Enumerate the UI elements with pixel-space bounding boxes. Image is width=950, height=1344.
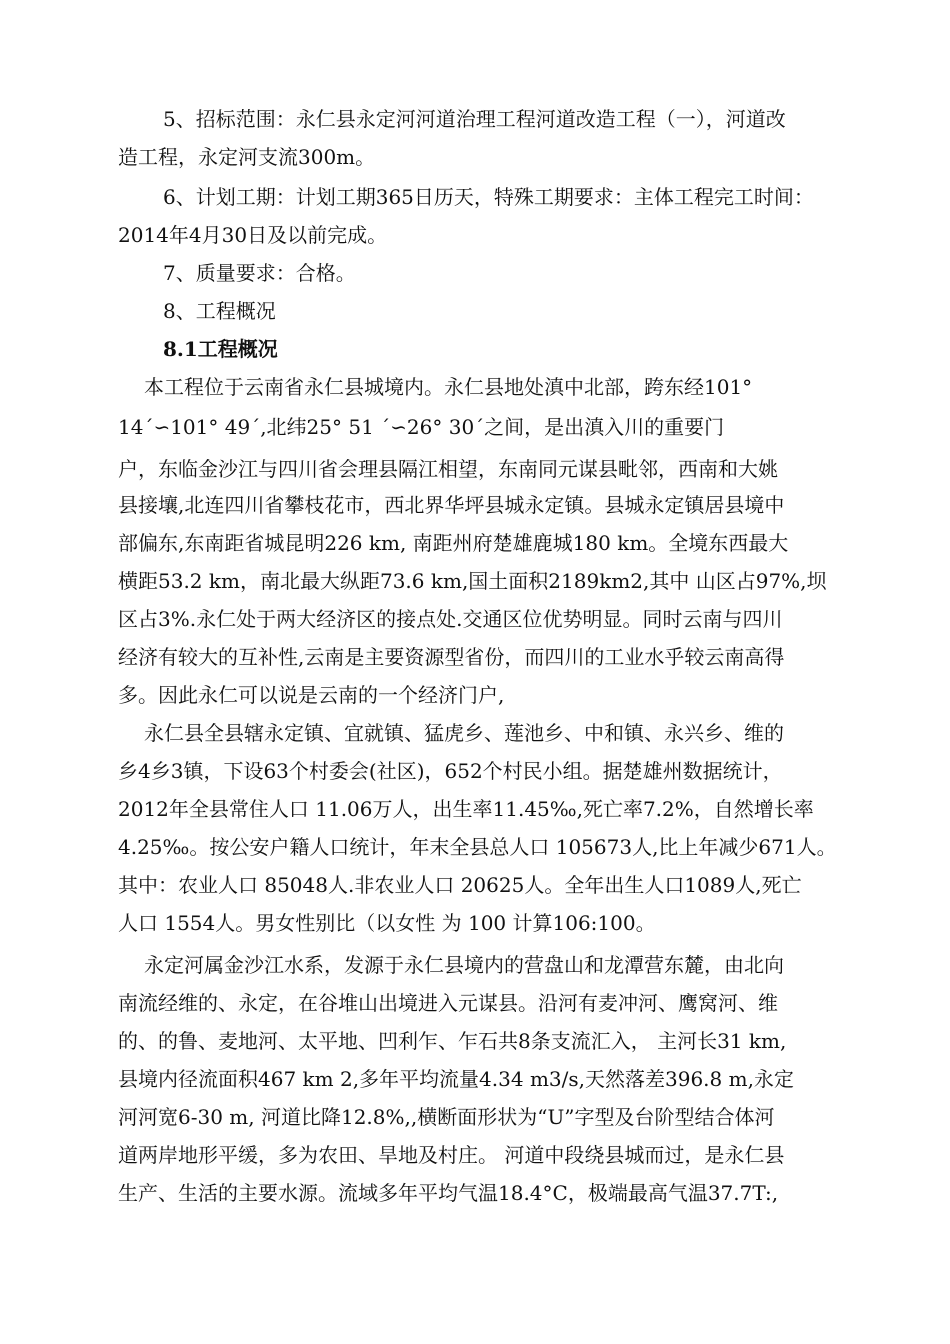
text-line: 人口 1554人。男女性别比（以女性 为 100 计算106:100。	[118, 911, 656, 935]
text-line: 造工程，永定河支流300m。	[118, 145, 376, 169]
text-line: 14´∽101° 49´,北纬25° 51 ´∽26° 30´之间，是出滇入川的重要门	[118, 415, 725, 439]
text-line: 户，东临金沙江与四川省会理县隔江相望，东南同元谋县毗邻，西南和大姚	[118, 457, 778, 481]
text-line: 永定河属金沙江水系，发源于永仁县境内的营盘山和龙潭营东麓，由北向	[144, 953, 784, 977]
text-line: 6、计划工期：计划工期365日历天，特殊工期要求：主体工程完工时间：	[163, 185, 814, 209]
text-line: 区占3%.永仁处于两大经济区的接点处.交通区位优势明显。同时云南与四川	[118, 607, 783, 631]
text-line: 生产、生活的主要水源。流域多年平均气温18.4°C，极端最高气温37.7T:,	[118, 1181, 779, 1205]
text-line: 多。因此永仁可以说是云南的一个经济门户,	[118, 683, 505, 707]
text-line: 部偏东,东南距省城昆明226 km, 南距州府楚雄鹿城180 km。全境东西最大	[118, 531, 789, 555]
text-line: 2014年4月30日及以前完成。	[118, 223, 388, 247]
text-line: 经济有较大的互补性,云南是主要资源型省份，而四川的工业水乎较云南高得	[118, 645, 785, 669]
subsection-heading: 8.1工程概况	[163, 337, 278, 361]
text-line: 4.25‰。按公安户籍人口统计，年末全县总人口 105673人,比上年减少671人。	[118, 835, 837, 859]
text-line: 的、的鲁、麦地河、太平地、凹利乍、乍石共8条支流汇入， 主河长31 km,	[118, 1029, 787, 1053]
text-line: 南流经维的、永定，在谷堆山出境进入元谋县。沿河有麦冲河、鹰窝河、维	[118, 991, 778, 1015]
text-line: 永仁县全县辖永定镇、宜就镇、猛虎乡、莲池乡、中和镇、永兴乡、维的	[144, 721, 784, 745]
text-line: 2012年全县常住人口 11.06万人，出生率11.45‰,死亡率7.2%，自然增长率	[118, 797, 814, 821]
text-line: 5、招标范围：永仁县永定河河道治理工程河道改造工程（一），河道改	[163, 107, 786, 131]
text-line: 本工程位于云南省永仁县城境内。永仁县地处滇中北部，跨东经101°	[144, 375, 753, 399]
text-line: 其中：农业人口 85048人.非农业人口 20625人。全年出生人口1089人,死亡	[118, 873, 802, 897]
section-heading: 8、工程概况	[163, 299, 276, 323]
text-line: 县接壤,北连四川省攀枝花市，西北界华坪县城永定镇。县城永定镇居县境中	[118, 493, 785, 517]
text-line: 道两岸地形平缓，多为农田、旱地及村庄。 河道中段绕县城而过，是永仁县	[118, 1143, 785, 1167]
text-line: 横距53.2 km，南北最大纵距73.6 km,国土面积2189km2,其中 山区占97%,坝	[118, 569, 827, 593]
text-line: 乡4乡3镇，下设63个村委会(社区)，652个村民小组。据楚雄州数据统计，	[118, 759, 783, 783]
text-line: 河河宽6-30 m, 河道比降12.8%,,横断面形状为“U”字型及台阶型结合体河	[118, 1105, 775, 1129]
text-line: 7、质量要求：合格。	[163, 261, 356, 285]
text-line: 县境内径流面积467 km 2,多年平均流量4.34 m3/s,天然落差396.8 m,永定	[118, 1067, 794, 1091]
